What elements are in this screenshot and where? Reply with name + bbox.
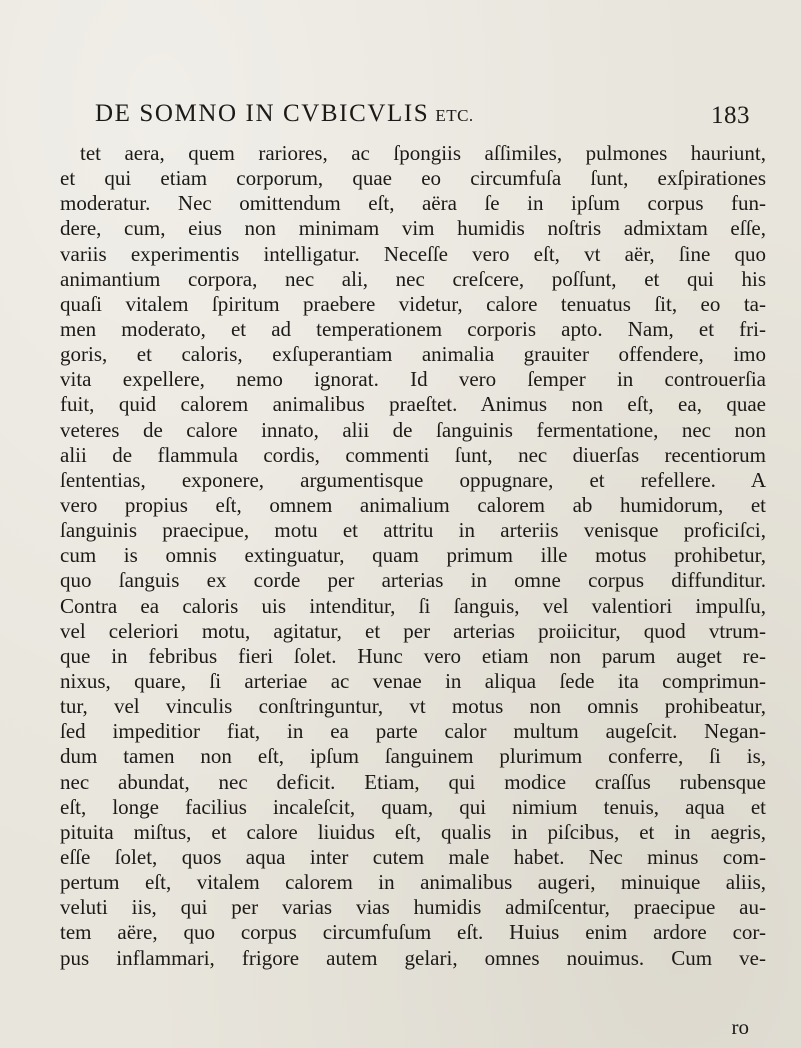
text-line: tur, vel vinculis conſtringuntur, vt motus non omnis prohibeatur, <box>60 694 766 719</box>
text-line: tet aera, quem rariores, ac ſpongiis aſſimiles, pulmones hauriunt, <box>80 141 766 165</box>
text-line: quo ſanguis ex corde per arterias in omne corpus diffunditur. <box>60 568 766 593</box>
catchword: ro <box>731 1015 749 1039</box>
page-number: 183 <box>711 102 750 129</box>
text-line: pus inflammari, frigore autem gelari, omnes nouimus. Cum ve- <box>60 945 766 970</box>
text-line: vero propius eſt, omnem animalium calorem ab humidorum, et <box>60 492 766 517</box>
text-line: eſt, longe facilius incaleſcit, quam, qui nimium tenuis, aqua et <box>60 794 766 819</box>
text-line: men moderato, et ad temperationem corporis apto. Nam, et fri- <box>60 316 766 341</box>
text-line: alii de flammula cordis, commenti ſunt, nec diuerſas recentiorum <box>60 442 766 467</box>
text-line: et qui etiam corporum, quae eo circumfuſa ſunt, exſpirationes <box>60 166 766 191</box>
text-line: vita expellere, nemo ignorat. Id vero ſemper in controuerſia <box>60 367 766 392</box>
text-line: ſententias, exponere, argumentisque oppugnare, et refellere. A <box>60 467 766 492</box>
text-line: Contra ea caloris uis intenditur, ſi ſanguis, vel valentiori impulſu, <box>60 593 766 618</box>
text-line: variis experimentis intelligatur. Neceſſe vero eſt, vt aër, ſine quo <box>60 241 766 266</box>
text-line: nixus, quare, ſi arteriae ac venae in aliqua ſede ita comprimun- <box>60 668 766 693</box>
body-text <box>60 141 766 971</box>
text-line: dere, cum, eius non minimam vim humidis noſtris admixtam eſſe, <box>60 216 766 241</box>
running-title <box>95 100 474 128</box>
text-line: eſſe ſolet, quos aqua inter cutem male habet. Nec minus com- <box>60 844 766 869</box>
text-line: nec abundat, nec deficit. Etiam, qui modice craſſus rubensque <box>60 769 766 794</box>
text-line: ſanguinis praecipue, motu et attritu in arteriis venisque proficiſci, <box>60 518 766 543</box>
text-line: quaſi vitalem ſpiritum praebere videtur, calore tenuatus ſit, eo ta- <box>60 291 766 316</box>
text-line: goris, et caloris, exſuperantiam animalia grauiter offendere, imo <box>60 342 766 367</box>
text-line: ſed impeditior fiat, in ea parte calor multum augeſcit. Negan- <box>60 719 766 744</box>
running-head <box>95 100 750 134</box>
text-line: pituita miſtus, et calore liuidus eſt, qualis in piſcibus, et in aegris, <box>60 819 766 844</box>
text-line: fuit, quid calorem animalibus praeſtet. Animus non eſt, ea, quae <box>60 392 766 417</box>
running-title-etc: ETC. <box>435 106 474 125</box>
text-line: animantium corpora, nec ali, nec creſcere, poſſunt, et qui his <box>60 266 766 291</box>
text-line: pertum eſt, vitalem calorem in animalibus augeri, minuique aliis, <box>60 870 766 895</box>
text-line: veteres de calore innato, alii de ſanguinis fermentatione, nec non <box>60 417 766 442</box>
text-line: cum is omnis extinguatur, quam primum ille motus prohibetur, <box>60 543 766 568</box>
text-line: tem aëre, quo corpus circumfuſum eſt. Huius enim ardore cor- <box>60 920 766 945</box>
text-line: moderatur. Nec omittendum eſt, aëra ſe in ipſum corpus fun- <box>60 191 766 216</box>
text-line: veluti iis, qui per varias vias humidis admiſcentur, praecipue au- <box>60 895 766 920</box>
text-line: que in febribus fieri ſolet. Hunc vero etiam non parum auget re- <box>60 643 766 668</box>
text-line: vel celeriori motu, agitatur, et per arterias proiicitur, quod vtrum- <box>60 618 766 643</box>
text-line: dum tamen non eſt, ipſum ſanguinem plurimum conferre, ſi is, <box>60 744 766 769</box>
running-title-text: DE SOMNO IN CVBICVLIS <box>95 100 430 127</box>
